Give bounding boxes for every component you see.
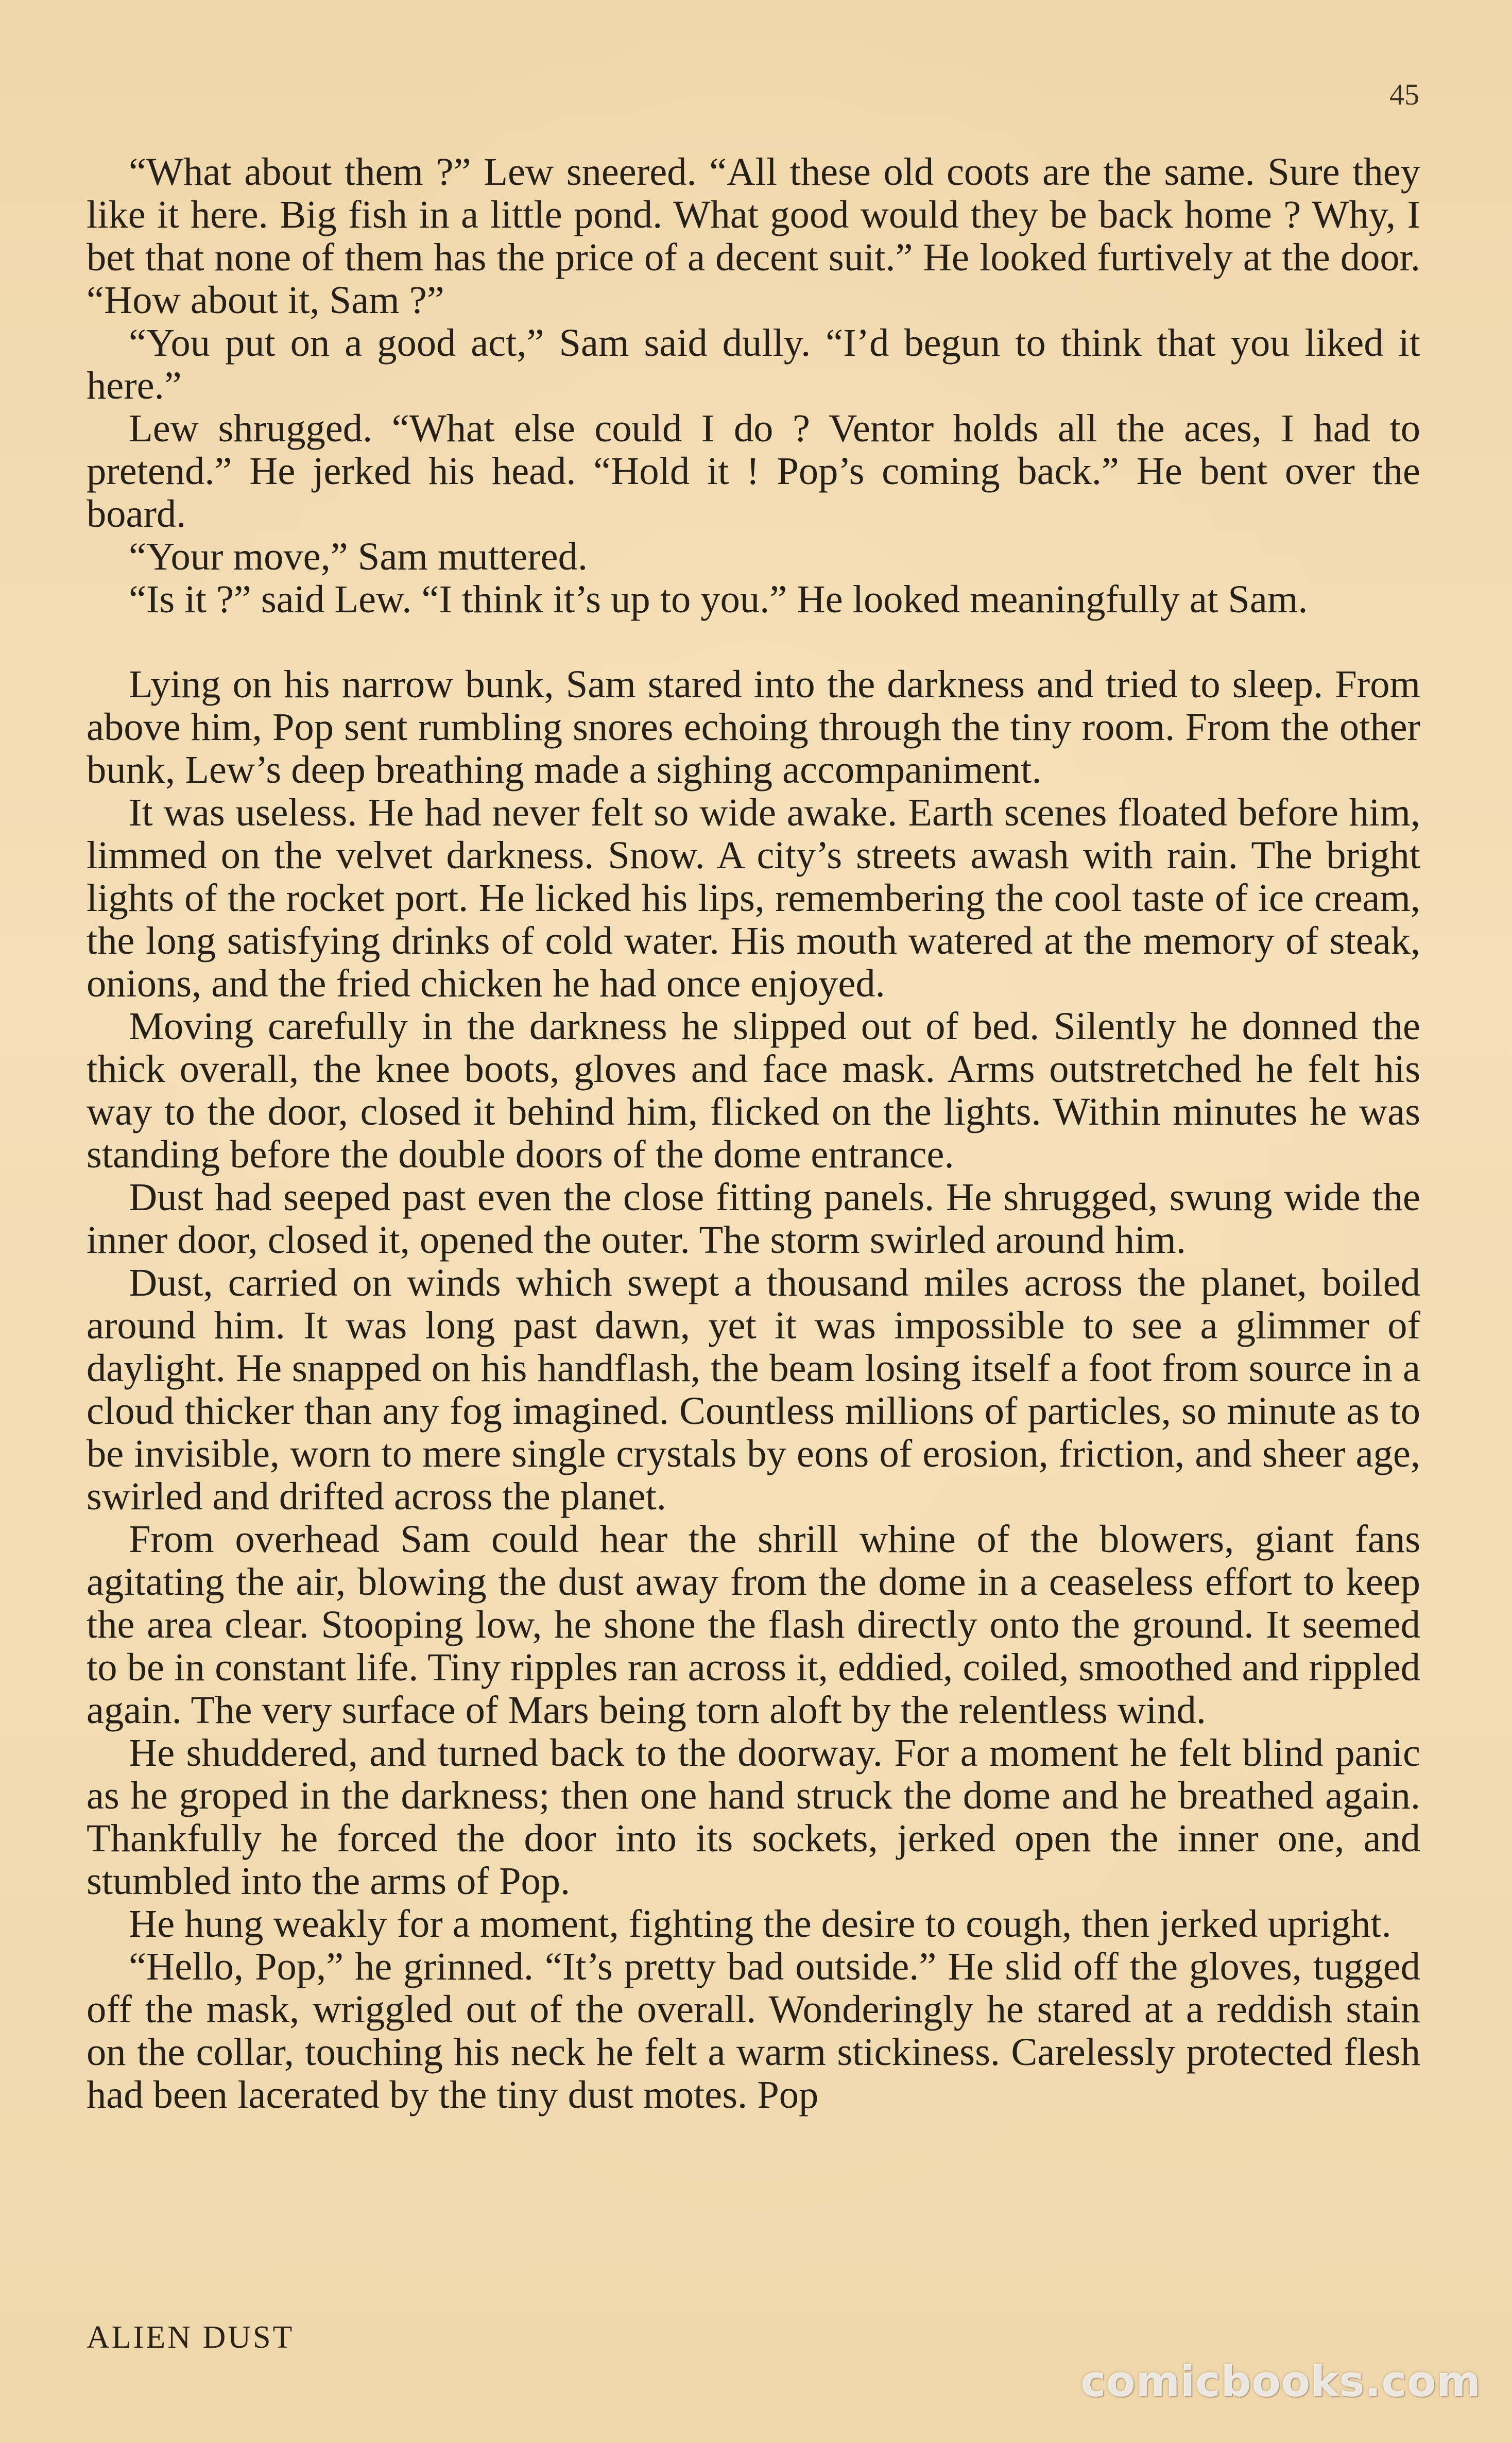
paragraph: Lew shrugged. “What else could I do ? Ventor holds all the aces, I had to pretend.” He jerked his head. “Hold it ! Pop’s coming back.” He bent over the board.	[87, 406, 1420, 536]
paragraph: “What about them ?” Lew sneered. “All these old coots are the same. Sure they like it here. Big fish in a little pond. What good would they be back home ? Why, I bet that none of them has the price of a decent suit.” He looked furtively at the door. “How about it, Sam ?”	[87, 150, 1420, 322]
paragraph: “Your move,” Sam muttered.	[129, 535, 588, 578]
paragraph: Moving carefully in the darkness he slipped out of bed. Silently he donned the thick overall, the knee boots, gloves and face mask. Arms outstretched he felt his way to the door, closed it behind him, flicked on the lights. Within minutes he was standing before the double doors of the dome entrance.	[87, 1004, 1420, 1176]
paragraph: From overhead Sam could hear the shrill whine of the blowers, giant fans agitating the air, blowing the dust away from the dome in a ceaseless effort to keep the area clear. Stooping low, he shone the flash directly onto the ground. It seemed to be in constant life. Tiny ripples ran across it, eddied, coiled, smoothed and rippled again. The very surface of Mars being torn aloft by the relentless wind.	[87, 1517, 1420, 1732]
paragraph: Dust had seeped past even the close fitting panels. He shrugged, swung wide the inner door, closed it, opened the outer. The storm swirled around him.	[87, 1175, 1420, 1262]
paragraph: Dust, carried on winds which swept a thousand miles across the planet, boiled around him. It was long past dawn, yet it was impossible to see a glimmer of daylight. He snapped on his handflash, the beam losing itself a foot from source in a cloud thicker than any fog imagined. Countless millions of particles, so minute as to be invisible, worn to mere single crystals by eons of erosion, friction, and sheer age, swirled and drifted across the planet.	[87, 1261, 1420, 1518]
paragraph: “Hello, Pop,” he grinned. “It’s pretty bad outside.” He slid off the gloves, tugged off the mask, wriggled out of the overall. Wonderingly he stared at a reddish stain on the collar, touching his neck he felt a warm stickiness. Carelessly protected flesh had been lacerated by the tiny dust motes. Pop	[87, 1945, 1420, 2117]
paragraph: Lying on his narrow bunk, Sam stared into the darkness and tried to sleep. From above him, Pop sent rumbling snores echoing through the tiny room. From the other bunk, Lew’s deep breathing made a sighing accompaniment.	[87, 662, 1420, 792]
paragraph: He shuddered, and turned back to the doorway. For a moment he felt blind panic as he groped in the darkness; then one hand struck the dome and he breathed again. Thankfully he forced the door into its sockets, jerked open the inner one, and stumbled into the arms of Pop.	[87, 1731, 1420, 1903]
watermark-logo: comicbooks.com	[1080, 2358, 1481, 2406]
paragraph: “You put on a good act,” Sam said dully. “I’d begun to think that you liked it here.”	[87, 321, 1420, 407]
paragraph: It was useless. He had never felt so wide awake. Earth scenes floated before him, limmed on the velvet darkness. Snow. A city’s streets awash with rain. The bright lights of the rocket port. He licked his lips, remembering the cool taste of ice cream, the long satisfying drinks of cold water. His mouth watered at the memory of steak, onions, and the fried chicken he had once enjoyed.	[87, 790, 1420, 1005]
running-footer-title: ALIEN DUST	[87, 2320, 295, 2355]
section-break	[87, 621, 1420, 663]
paragraph: He hung weakly for a moment, fighting the desire to cough, then jerked upright.	[129, 1902, 1391, 1946]
paragraph: “Is it ?” said Lew. “I think it’s up to you.” He looked meaningfully at Sam.	[129, 577, 1308, 621]
story-text	[87, 150, 1420, 2116]
page-number: 45	[1389, 78, 1419, 111]
